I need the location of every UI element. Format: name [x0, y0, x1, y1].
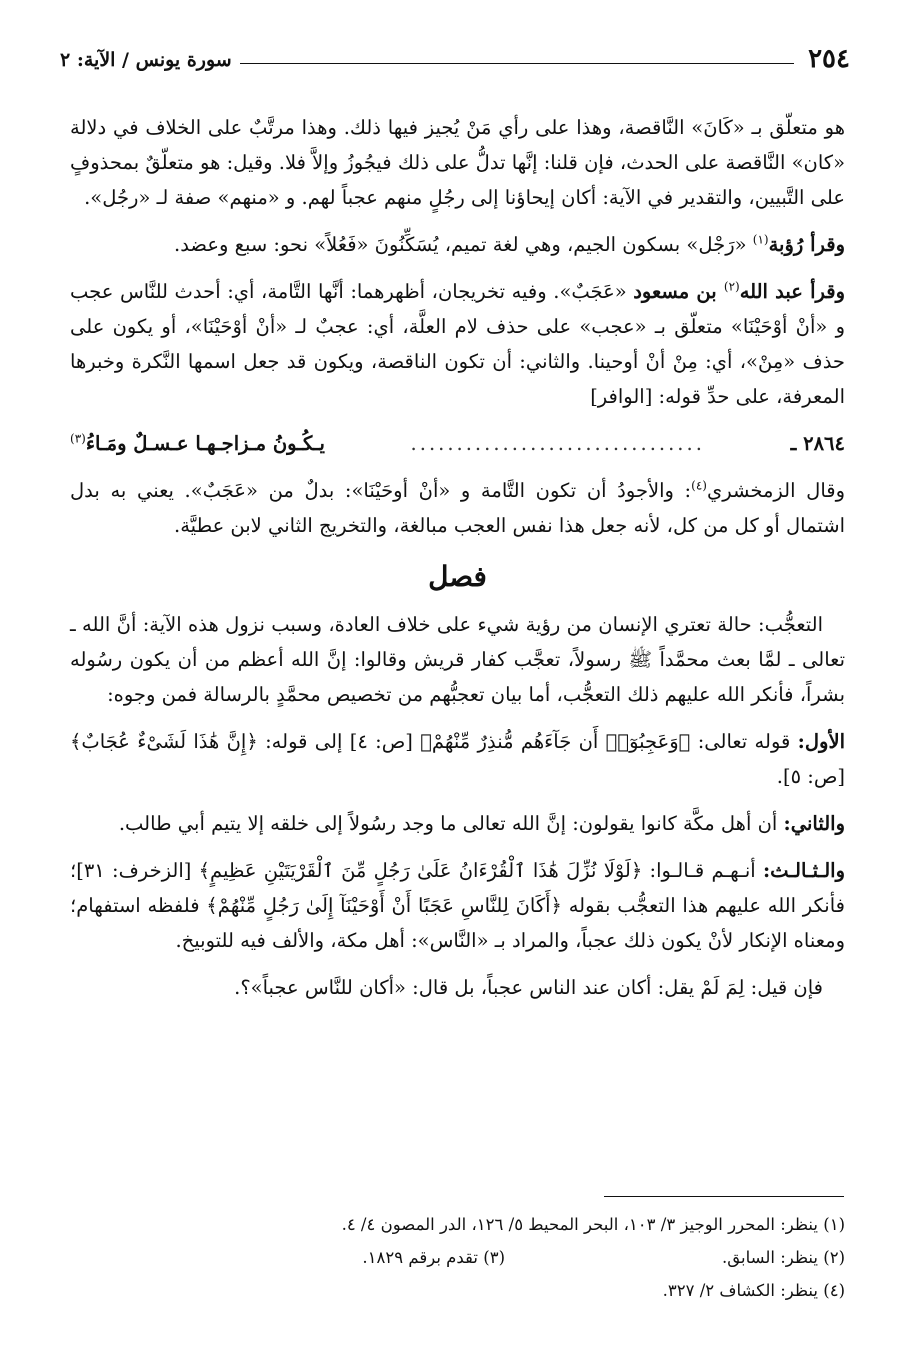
reader-name-cont: بن مسعود: [633, 280, 724, 303]
footnote-ref: (٣): [70, 431, 86, 446]
paragraph-text: : والأجودُ أن تكون التَّامة و «أنْ أوحَيْنَا»: بدلٌ من «عَجَبٌ». يعني به بدل اشتمال أو كل من كل، لأنه جعل هذا نفس العجب مبالغة، والتخريج الثاني لابن عطيَّة.: [70, 479, 845, 537]
footnote-4: (٤) ينظر: الكشاف ٢/ ٣٢٧.: [662, 1281, 845, 1300]
footnote-ref: (٢): [723, 279, 740, 294]
header-rule: [240, 63, 794, 64]
paragraph-3: [70, 274, 845, 414]
paragraph-text: وقال الزمخشري: [706, 479, 845, 502]
paragraph-6: [70, 724, 845, 794]
point-label: والـثـالـث:: [762, 859, 845, 882]
main-text: [70, 110, 845, 1017]
paragraph-text: «رَجْل» بسكون الجيم، وهي لغة تميم، يُسَكِّنُونَ «فَعُلاً» نحو: سبع وعضد.: [174, 233, 753, 256]
reader-name: وقرأ رُؤبة: [768, 233, 845, 256]
verse-dots: ................................: [410, 432, 705, 455]
paragraph-9: فإن قيل: لِمَ لَمْ يقل: أكان عند الناس عجباً، بل قال: «أكان للنَّاس عجباً»؟.: [234, 976, 823, 999]
footnote-2: (٢) ينظر: السابق.: [722, 1248, 845, 1267]
paragraph-text: أن أهل مكَّة كانوا يقولون: إنَّ الله تعالى ما وجد رسُولاً إلى خلقه إلا يتيم أبي طالب.: [118, 812, 784, 835]
footnote-ref: (١): [752, 232, 769, 247]
point-label: والثاني:: [783, 812, 845, 835]
page-header: [60, 38, 850, 72]
verse-line: [70, 426, 325, 461]
paragraph-7: [70, 806, 845, 841]
paragraph-4: [70, 473, 845, 543]
paragraph-2: [70, 227, 845, 262]
paragraph-8: [70, 853, 845, 958]
footnote-rule: [604, 1196, 844, 1197]
verse-text: يـكُـونُ مـزاجـهـا عـسـلٌ ومَـاءُ: [85, 432, 325, 455]
section-heading: فصل: [428, 560, 487, 593]
footnote-row: [70, 1241, 845, 1274]
surah-title: سورة يونس / الآية: ٢: [60, 49, 232, 71]
poetry-verse: [70, 426, 845, 461]
page-number: ٢٥٤: [808, 44, 850, 74]
paragraph-1: هو متعلّق بـ «كَانَ» النَّاقصة، وهذا على رأي مَنْ يُجيز فيها ذلك. وهذا مرتَّبٌ على الخلاف في دلالة «كان» النَّاقصة على الحدث، فإن قلنا: إنَّها تدلُّ على ذلك فيجُوزُ وإلاَّ فلا. وقيل: هو متعلّقٌ بمحذوفٍ على التَّبيين، والتقدير في الآية: أكان إيحاؤنا إلى رجُلٍ منهم عجباً لهم. و «منهم» صفة لـ «رجُل».: [70, 116, 845, 209]
footnote-3: (٣) تقدم برقم ١٨٢٩.: [362, 1248, 505, 1267]
footnote-1: (١) ينظر: المحرر الوجيز ٣/ ١٠٣، البحر المحيط ٥/ ١٢٦، الدر المصون ٤/ ٤.: [341, 1215, 845, 1234]
paragraph-text: «عَجَبٌ». وفيه تخريجان، أظهرهما: أنَّها التَّامة، أي: أحدث للنَّاس عجب و «أنْ أوْحَيْنَا» متعلّق بـ «عجب» على حذف لام العلَّة، أي: عجبٌ لـ «أنْ أوْحَيْنَا»، أو يكون على حذف «مِنْ»، أي: مِنْ أنْ أوحينا. والثاني: أن تكون الناقصة، ويكون قد جعل اسمها النَّكرة وخبرها المعرفة، على حدِّ قوله: [الوافر]: [70, 280, 845, 408]
paragraph-5: التعجُّب: حالة تعتري الإنسان من رؤية شيء على خلاف العادة، وسبب نزول هذه الآية: أنَّ الله ـ تعالى ـ لمَّا بعث محمَّداً ﷺ رسولاً، تعجَّب كفار قريش وقالوا: إنَّ الله أعظم من أن يكون رسُوله بشراً، فأنكر الله عليهم ذلك التعجُّب، أما بيان تعجبُّهم من تخصيص محمَّدٍ بالرسالة فمن وجوه:: [70, 613, 845, 706]
paragraph-text: أنـهـم قـالـوا: ﴿لَوْلَا نُزِّلَ هَٰذَا ٱلْقُرْءَانُ عَلَىٰ رَجُلٍ مِّنَ ٱلْقَرْيَتَيْنِ عَظِيمٍ﴾ [الزخرف: ٣١]؛ فأنكر الله عليهم هذا التعجُّب بقوله ﴿أَكَانَ لِلنَّاسِ عَجَبًا أَنْ أَوْحَيْنَآ إِلَىٰ رَجُلٍ مِّنْهُمْ﴾ فلفظه استفهام؛ ومعناه الإنكار لأنْ يكون ذلك عجباً، والمراد بـ «النَّاس»: أهل مكة، والألف فيه للتوبيخ.: [70, 859, 845, 952]
footnote-ref: (٤): [691, 478, 707, 493]
point-label: الأول:: [797, 730, 845, 753]
footnotes: [70, 1208, 845, 1307]
paragraph-text: قوله تعالى: ﴿وَعَجِبُوٓا۟ أَن جَآءَهُم مُّنذِرٌ مِّنْهُمْ﴾ [ص: ٤] إلى قوله: ﴿إِنَّ هَٰذَا لَشَىْءٌ عُجَابٌ﴾ [ص: ٥].: [70, 730, 845, 788]
verse-number: ٢٨٦٤ ـ: [790, 432, 845, 455]
reader-name: وقرأ عبد الله: [739, 280, 845, 303]
